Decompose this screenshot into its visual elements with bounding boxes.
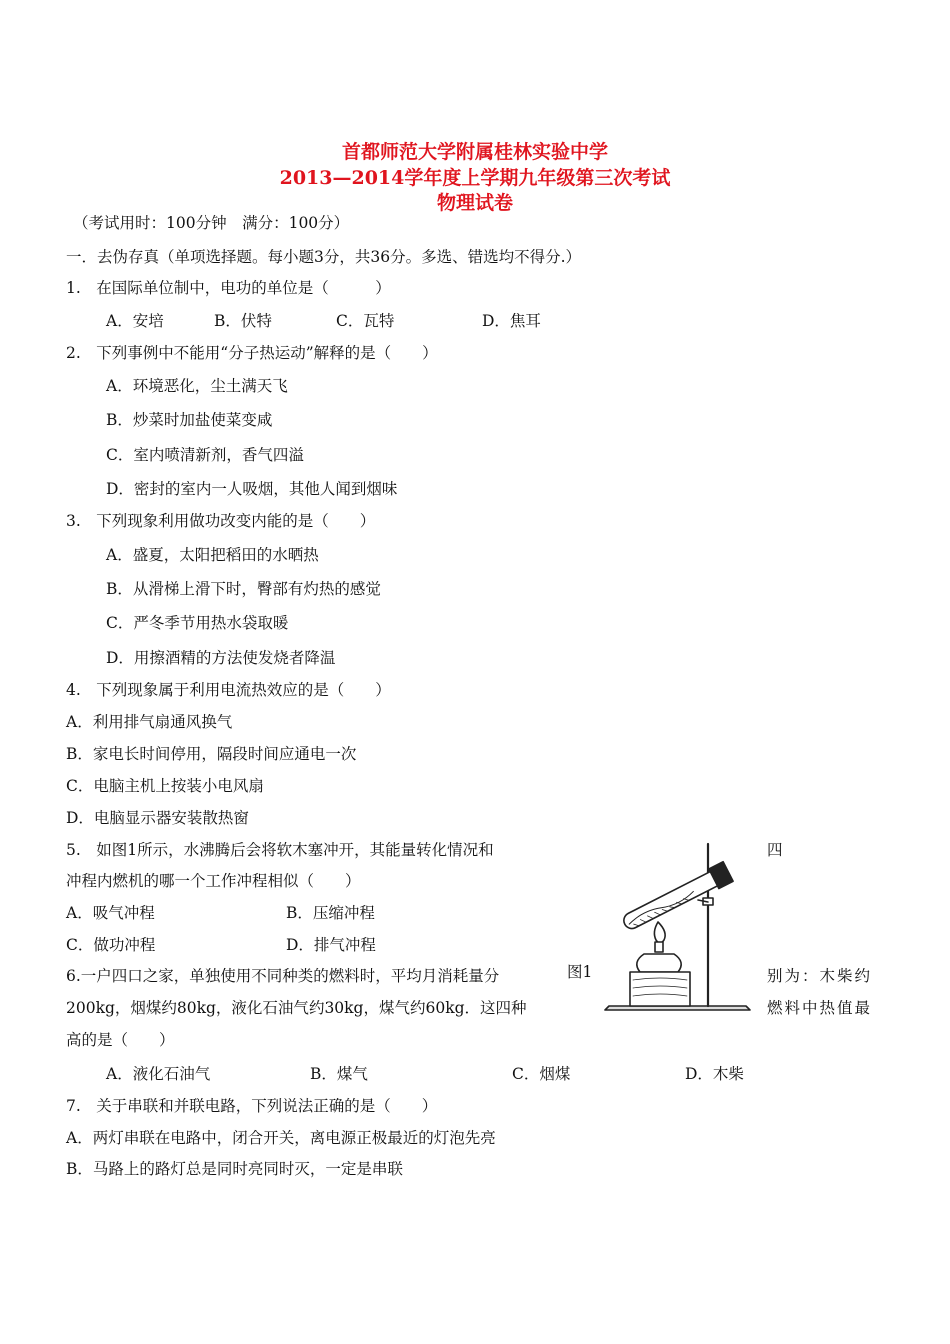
q7-option-b: B．马路上的路灯总是同时亮同时灭，一定是串联 <box>66 1160 403 1178</box>
q6-option-b: B．煤气 <box>310 1065 368 1083</box>
q7-option-a: A．两灯串联在电路中，闭合开关，离电源正极最近的灯泡先亮 <box>66 1129 496 1147</box>
section-title: 一．去伪存真（单项选择题。每小题3分，共36分。多选、错选均不得分.） <box>66 248 582 266</box>
q2-option-c: C．室内喷清新剂，香气四溢 <box>106 446 304 464</box>
q5-line-2: 冲程内燃机的哪一个工作冲程相似（ ） <box>66 872 361 890</box>
q5-option-d: D．排气冲程 <box>286 936 376 954</box>
q1-option-c: C．瓦特 <box>336 312 395 330</box>
subject-title: 物理试卷 <box>436 192 513 214</box>
test-tube-apparatus-figure <box>600 838 765 1018</box>
q5-line-1-tail: 四 <box>767 841 783 859</box>
figure-1-label: 图1 <box>567 963 593 981</box>
q5-option-b: B．压缩冲程 <box>286 904 375 922</box>
q6-option-c: C．烟煤 <box>512 1065 571 1083</box>
school-name: 首都师范大学附属桂林实验中学 <box>341 141 608 163</box>
q1-stem: 1. 在国际单位制中，电功的单位是（ ） <box>66 279 391 297</box>
q3-option-c: C．严冬季节用热水袋取暖 <box>106 614 289 632</box>
q2-stem: 2. 下列事例中不能用“分子热运动”解释的是（ ） <box>66 344 438 362</box>
q1-option-d: D．焦耳 <box>482 312 541 330</box>
q4-option-d: D．电脑显示器安装散热窗 <box>66 809 249 827</box>
q6-line-2: 200kg，烟煤约80kg，液化石油气约30kg，煤气约60kg．这四种 <box>66 999 527 1017</box>
q3-stem: 3. 下列现象利用做功改变内能的是（ ） <box>66 512 376 530</box>
q6-option-a: A．液化石油气 <box>106 1065 211 1083</box>
q2-option-d: D．密封的室内一人吸烟，其他人闻到烟味 <box>106 480 398 498</box>
q3-option-a: A．盛夏，太阳把稻田的水晒热 <box>106 546 319 564</box>
q4-stem: 4. 下列现象属于利用电流热效应的是（ ） <box>66 681 391 699</box>
q6-line-1: 6.一户四口之家，单独使用不同种类的燃料时，平均月消耗量分 <box>66 967 500 985</box>
q4-option-b: B．家电长时间停用，隔段时间应通电一次 <box>66 745 357 763</box>
exam-info: （考试用时：100分钟 满分：100分） <box>73 214 350 232</box>
q7-stem: 7. 关于串联和并联电路，下列说法正确的是（ ） <box>66 1097 438 1115</box>
q6-line-1-tail: 别为：木柴约 <box>767 967 873 985</box>
q4-option-a: A．利用排气扇通风换气 <box>66 713 233 731</box>
q1-option-a: A．安培 <box>106 312 164 330</box>
q5-option-c: C．做功冲程 <box>66 936 156 954</box>
q4-option-c: C．电脑主机上按装小电风扇 <box>66 777 264 795</box>
q6-line-2-tail: 燃料中热值最 <box>767 999 873 1017</box>
q5-line-1: 5. 如图1所示，水沸腾后会将软木塞冲开，其能量转化情况和 <box>66 841 494 859</box>
exam-name: 2013—2014学年度上学期九年级第三次考试 <box>279 167 671 189</box>
q3-option-b: B．从滑梯上滑下时，臀部有灼热的感觉 <box>106 580 381 598</box>
q5-option-a: A．吸气冲程 <box>66 904 155 922</box>
q3-option-d: D．用擦酒精的方法使发烧者降温 <box>106 649 336 667</box>
q6-line-3: 高的是（ ） <box>66 1031 175 1049</box>
q1-option-b: B．伏特 <box>214 312 272 330</box>
q2-option-b: B．炒菜时加盐使菜变咸 <box>106 411 273 429</box>
q6-option-d: D．木柴 <box>685 1065 744 1083</box>
q2-option-a: A．环境恶化，尘土满天飞 <box>106 377 288 395</box>
